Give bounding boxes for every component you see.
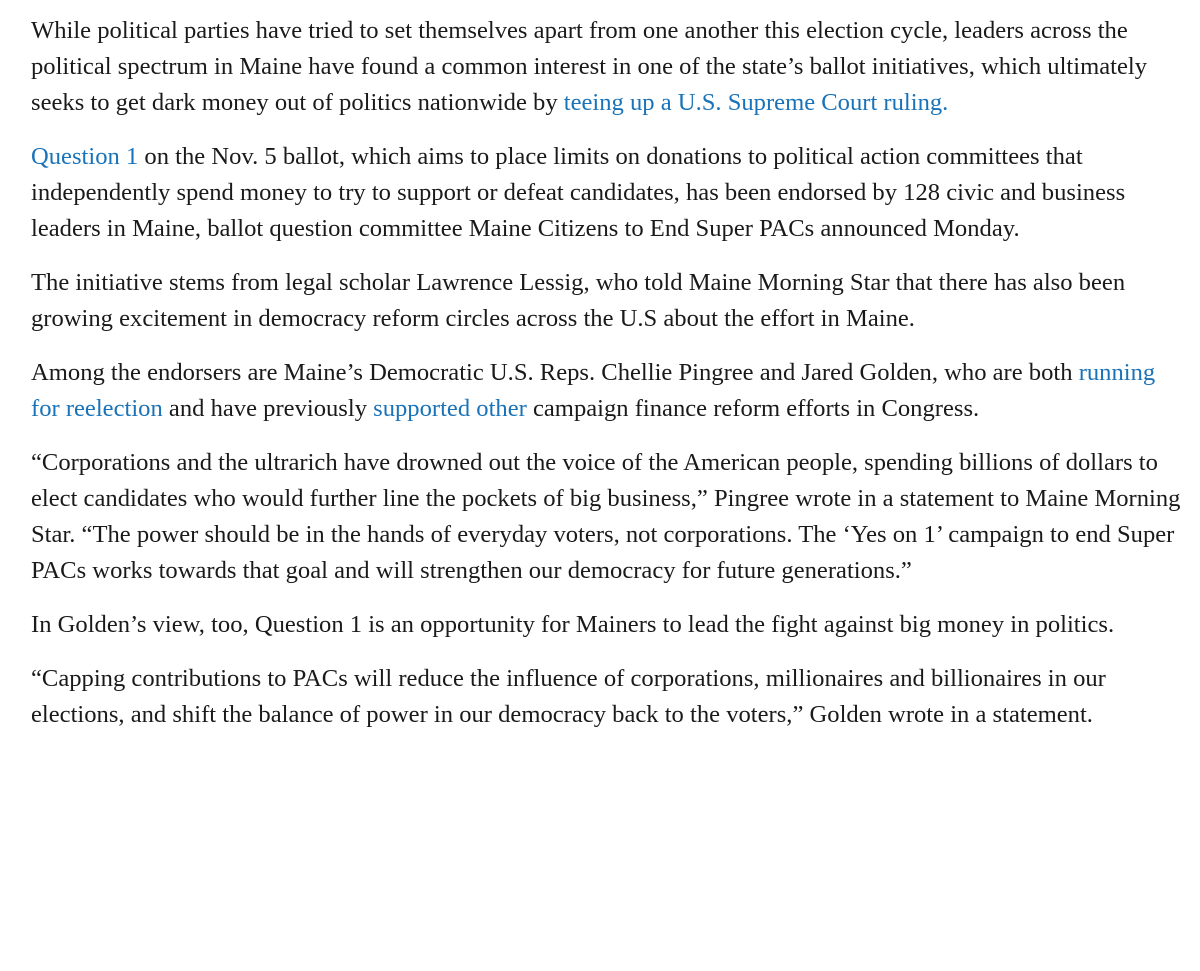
supreme-court-ruling-link[interactable]: teeing up a U.S. Supreme Court ruling. xyxy=(563,89,949,116)
supported-other-link[interactable]: supported other xyxy=(373,395,527,422)
paragraph-text: “Capping contributions to PACs will reduce the influence of corporations, millionaires and billionaires in our elections, and shift the balance of power in our democracy back to the voters,” Golden wrote in a statement. xyxy=(31,665,1106,728)
running-for-reelection-link[interactable]: running for reelection xyxy=(31,359,1156,422)
paragraph-question-1 xyxy=(31,139,1182,247)
paragraph-text: The initiative stems from legal scholar Lawrence Lessig, who told Maine Morning Star that there has also been growing excitement in democracy reform circles across the U.S about the effort in Maine. xyxy=(31,269,1126,332)
paragraph-pingree-quote xyxy=(31,445,1182,589)
paragraph-golden-view xyxy=(31,607,1182,643)
paragraph-text: Among the endorsers are Maine’s Democratic U.S. Reps. Chellie Pingree and Jared Golden, who are both xyxy=(31,359,1079,386)
paragraph-text: “Corporations and the ultrarich have drowned out the voice of the American people, spending billions of dollars to elect candidates who would further line the pockets of big business,” Pingree wrote in a statement to Maine Morning Star. “The power should be in the hands of everyday voters, not corporations. The ‘Yes on 1’ campaign to end Super PACs works towards that goal and will strengthen our democracy for future generations.” xyxy=(31,449,1181,584)
paragraph-text: and have previously xyxy=(162,395,374,422)
paragraph-text: on the Nov. 5 ballot, which aims to place limits on donations to political action committees that independently spend money to try to support or defeat candidates, has been endorsed by 128 civic and business leaders in Maine, ballot question committee Maine Citizens to End Super PACs announced Monday. xyxy=(31,143,1126,242)
paragraph-intro xyxy=(31,13,1182,121)
paragraph-text: In Golden’s view, too, Question 1 is an opportunity for Mainers to lead the fight against big money in politics. xyxy=(31,611,1115,638)
paragraph-text: campaign finance reform efforts in Congress. xyxy=(526,395,980,422)
paragraph-text: While political parties have tried to set themselves apart from one another this election cycle, leaders across the political spectrum in Maine have found a common interest in one of the state’s ballot initiatives, which ultimately seeks to get dark money out of politics nationwide by xyxy=(31,17,1148,116)
paragraph-golden-quote xyxy=(31,661,1182,733)
top-spacer xyxy=(31,0,1182,13)
question-1-link[interactable]: Question 1 xyxy=(31,143,139,170)
paragraph-lessig xyxy=(31,265,1182,337)
paragraph-endorsers xyxy=(31,355,1182,427)
